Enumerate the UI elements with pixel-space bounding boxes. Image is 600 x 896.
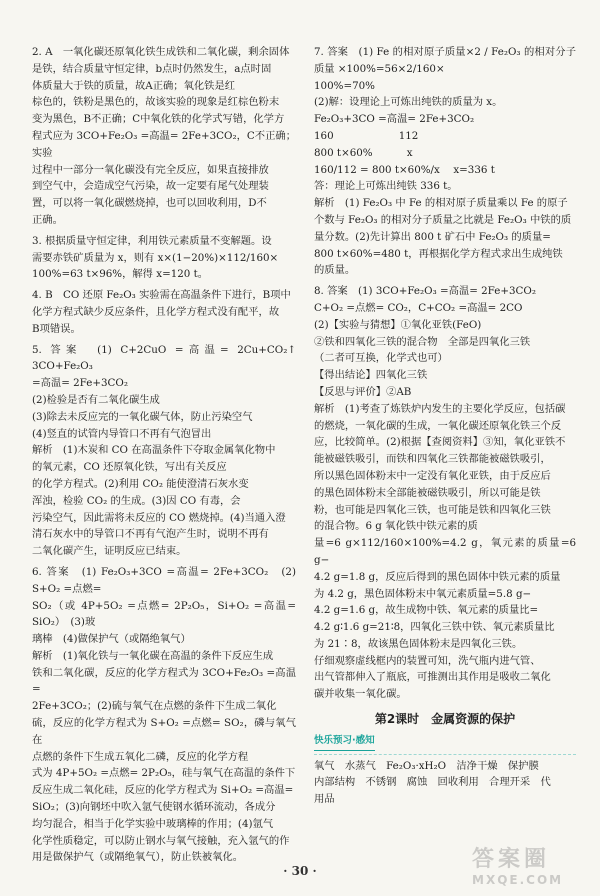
text-line: 点燃的条件下生成五氧化二磷，反应的化学方程 [32,750,249,763]
text-line: 为 4.2 g，黑色固体粉末中氧元素质量=5.8 g− [314,587,532,600]
text-line: 出气管都伸入了瓶底，可推测出其作用是吸收二氧化 [314,671,551,684]
text-line: 解析 (1)木炭和 CO 在高温条件下夺取金属氧化物中 [32,444,276,457]
text-line: Fe₂O₃+3CO =高温= 2Fe+3CO₂ [314,113,475,126]
text-line: 6. 答案 (1) Fe₂O₃+3CO =高温= 2Fe+3CO₂ (2) S+O₂ =点燃= [32,565,296,595]
text-line: 需要赤铁矿质量为 x，则有 x×(1−20%)×112/160× [32,251,279,264]
text-line: 碳并收集一氧化碳。 [314,688,407,701]
text-line: 100%=63 t×96%，解得 x=120 t。 [32,268,209,281]
answer-item-2 [32,44,296,229]
text-line: 的质量。 [314,264,356,277]
text-line: 解析 (1)考查了炼铁炉内发生的主要化学反应，包括碳 [314,402,566,415]
text-line: ②铁和四氧化三铁的混合物 全部是四氧化三铁 [314,335,531,348]
text-line: 污染空气，因此需将未反应的 CO 燃烧掉。(4)当通入澄 [32,511,286,524]
text-line: 答：理论上可炼出纯铁 336 t。 [314,180,458,193]
text-line: 量=6 g×112/160×100%=4.2 g，氧元素的质量=6 g− [314,537,576,566]
text-line: 是铁，结合质量守恒定律，b点时仍然发生，a点时固 [32,62,272,75]
text-line: 160/112 = 800 t×60%/x x=336 t [314,163,495,176]
text-line: (2)解：设理论上可炼出纯铁的质量为 x。 [314,96,503,109]
text-line: 体质量大于铁的质量，故A正确；氧化铁是红 [32,79,236,92]
section-tag: 快乐预习·感知 [314,733,375,751]
text-line: 4. B CO 还原 Fe₂O₃ 实验需在高温条件下进行，B项中 [32,289,291,302]
text-line: 内部结构 不锈钢 腐蚀 回收利用 合理开采 代 [314,776,551,789]
text-line: SiO₂；(3)向钢坯中吹入氩气使钢水循环流动，各成分 [32,801,276,814]
text-line: 能被磁铁吸引，而铁和四氧化三铁都能被磁铁吸引， [314,453,551,466]
preview-answers [314,758,576,808]
text-line: 粉，也可能是四氧化三铁，也可能是铁和四氧化三铁 [314,503,551,516]
text-line: 3. 根据质量守恒定律，利用铁元素质量不变解题。设 [32,234,272,247]
answer-item-5 [32,342,307,560]
text-line: 用是做保护气（或隔绝氧气），防止铁被氧化。 [32,851,244,864]
answer-item-7 [314,44,576,279]
text-line: 铁和二氧化碳，反应的化学方程式为 3CO+Fe₂O₃ =高温= [32,666,296,696]
text-line: 8. 答案 (1) 3CO+Fe₂O₃ =高温= 2Fe+3CO₂ [314,285,536,298]
text-line: 5. 答案 (1) C+2CuO =高温= 2Cu+CO₂↑ 3CO+Fe₂O₃ [32,343,307,373]
answer-item-3 [32,233,296,283]
text-line: 浑浊，检验 CO₂ 的生成。(3)因 CO 有毒，会 [32,494,241,507]
text-line: 解析 (1) Fe₂O₃ 中 Fe 的相对原子质量乘以 Fe 的原子 [314,197,568,210]
text-line: 4.2 g=1.8 g，反应后得到的黑色固体中铁元素的质量 [314,570,561,583]
answer-item-6 [32,564,296,866]
text-line: B项错误。 [32,322,81,335]
text-line: 二氧化碳产生，证明反应已结束。 [32,545,187,558]
text-line: 仔细观察虚线框内的装置可知，洗气瓶内进气管、 [314,654,541,667]
text-line: 均匀混合，相当于化学实验中玻璃棒的作用；(4)氩气 [32,817,274,830]
text-line: (2)检验是否有二氧化碳生成 [32,393,160,406]
text-line: 2. A 一氧化碳还原氧化铁生成铁和二氧化碳，剩余固体 [32,46,290,58]
text-line: 的氧元素，CO 还原氧化铁，写出有关反应 [32,461,227,474]
text-line: 解析 (1)氧化铁与一氧化碳在高温的条件下反应生成 [32,649,274,662]
text-line: 棕色的，铁粉是黑色的，故该实验的现象是红棕色粉末 [32,96,280,109]
text-line: 4.2 g=1.6 g，故生成物中铁、氧元素的质量比= [314,604,539,617]
section-tag-row [314,732,576,755]
answer-item-8 [314,283,576,703]
text-line: 100%=70% [314,79,375,92]
right-column [314,44,576,812]
watermark-logo [472,842,592,888]
text-line: C+O₂ =点燃= CO₂，C+CO₂ =高温= 2CO [314,301,523,314]
text-line: 变为黑色，B不正确；C中氧化铁的化学式写错，化学方 [32,113,285,126]
text-line: 用品 [314,793,335,806]
text-line: 的混合物。6 g 氧化铁中铁元素的质 [314,520,478,533]
text-line: 2Fe+3CO₂；(2)硫与氧气在点燃的条件下生成二氧化 [32,700,277,713]
text-line: (2)【实验与猜想】①氧化亚铁(FeO) [314,318,482,331]
text-line: 硫，反应的化学方程式为 S+O₂ =点燃= SO₂，磷与氧气在 [32,717,296,746]
text-line: 的黑色固体粉末全部能被磁铁吸引，所以可能是铁 [314,486,541,499]
text-line: 璃棒 (4)做保护气（或隔绝氧气） [32,633,191,646]
text-line: 反应生成二氧化硅，反应的化学方程式为 Si+O₂ =高温= [32,784,294,797]
text-line: (4)竖直的试管内导管口不再有气泡冒出 [32,427,212,440]
text-line: 到空气中，会造成空气污染，故一定要有尾气处理装 [32,180,269,193]
text-line: 正确。 [32,213,63,226]
page-number: · 30 · [283,864,317,878]
text-line: 的化学方程式。(2)利用 CO₂ 能使澄清石灰水变 [32,477,249,490]
text-line: =高温= 2Fe+3CO₂ [32,377,128,390]
text-line: 个数与 Fe₂O₃ 的相对分子质量之比就是 Fe₂O₃ 中铁的质 [314,213,572,226]
text-line: 氧气 水蒸气 Fe₂O₃·xH₂O 洁净干燥 保护膜 [314,759,539,772]
text-line: （二者可互换，化学式也可） [314,352,448,365]
text-line: 160 112 [314,129,419,142]
text-line: 化学性质稳定，可以防止钢水与氧气接触，充入氩气的作 [32,834,290,847]
text-line: SO₂（或 4P+5O₂ =点燃= 2P₂O₅，Si+O₂ =高温= SiO₂） (3)玻 [32,599,296,629]
text-line: 800 t×60% x [314,146,413,159]
text-line: 化学方程式缺少反应条件，且化学方程式没有配平，故 [32,305,280,318]
watermark-bottom: MXQE.COM [472,873,564,887]
answer-item-4 [32,287,296,337]
left-column [32,44,307,870]
text-line: 的燃烧，一氧化碳的生成，一氧化碳还原氧化铁三个反 [314,419,562,432]
watermark-top: 答案圈 [472,847,551,872]
lesson-title: 第2课时 金属资源的保护 [374,712,516,727]
text-line: 4.2 g∶1.6 g=21∶8，四氧化三铁中铁、氧元素质量比 [314,621,555,634]
text-line: 置，可以将一氧化碳燃烧掉，也可以回收利用，D不 [32,197,267,210]
text-line: 【得出结论】四氧化三铁 [314,369,428,382]
text-line: 800 t×60%=480 t，再根据化学方程式求出生成纯铁 [314,247,563,260]
text-line: 程式应为 3CO+Fe₂O₃ =高温= 2Fe+3CO₂，C不正确；实验 [32,129,296,159]
text-line: 过程中一部分一氧化碳没有完全反应，如果直接排放 [32,163,269,176]
text-line: 应，比较简单。(2)根据【查阅资料】③知，氧化亚铁不 [314,436,566,449]
text-line: 【反思与评价】②AB [314,385,412,398]
text-line: 式为 4P+5O₂ =点燃= 2P₂O₅，硅与氧气在高温的条件下 [32,767,296,780]
text-line: 清石灰水中的导管口不再有气泡产生时，说明不再有 [32,528,269,541]
text-line: 量分数。(2)先计算出 800 t 矿石中 Fe₂O₃ 的质量= [314,230,551,243]
text-line: 所以黑色固体粉末中一定没有氧化亚铁，由于反应后 [314,469,551,482]
text-line: (3)除去未反应完的一氧化碳气体，防止污染空气 [32,410,253,423]
text-line: 7. 答案 (1) Fe 的相对原子质量×2 / Fe₂O₃ 的相对分子质量 ×100%=56×2/160× [314,46,576,75]
text-line: 为 21∶8，故该黑色固体粉末是四氧化三铁。 [314,637,523,650]
